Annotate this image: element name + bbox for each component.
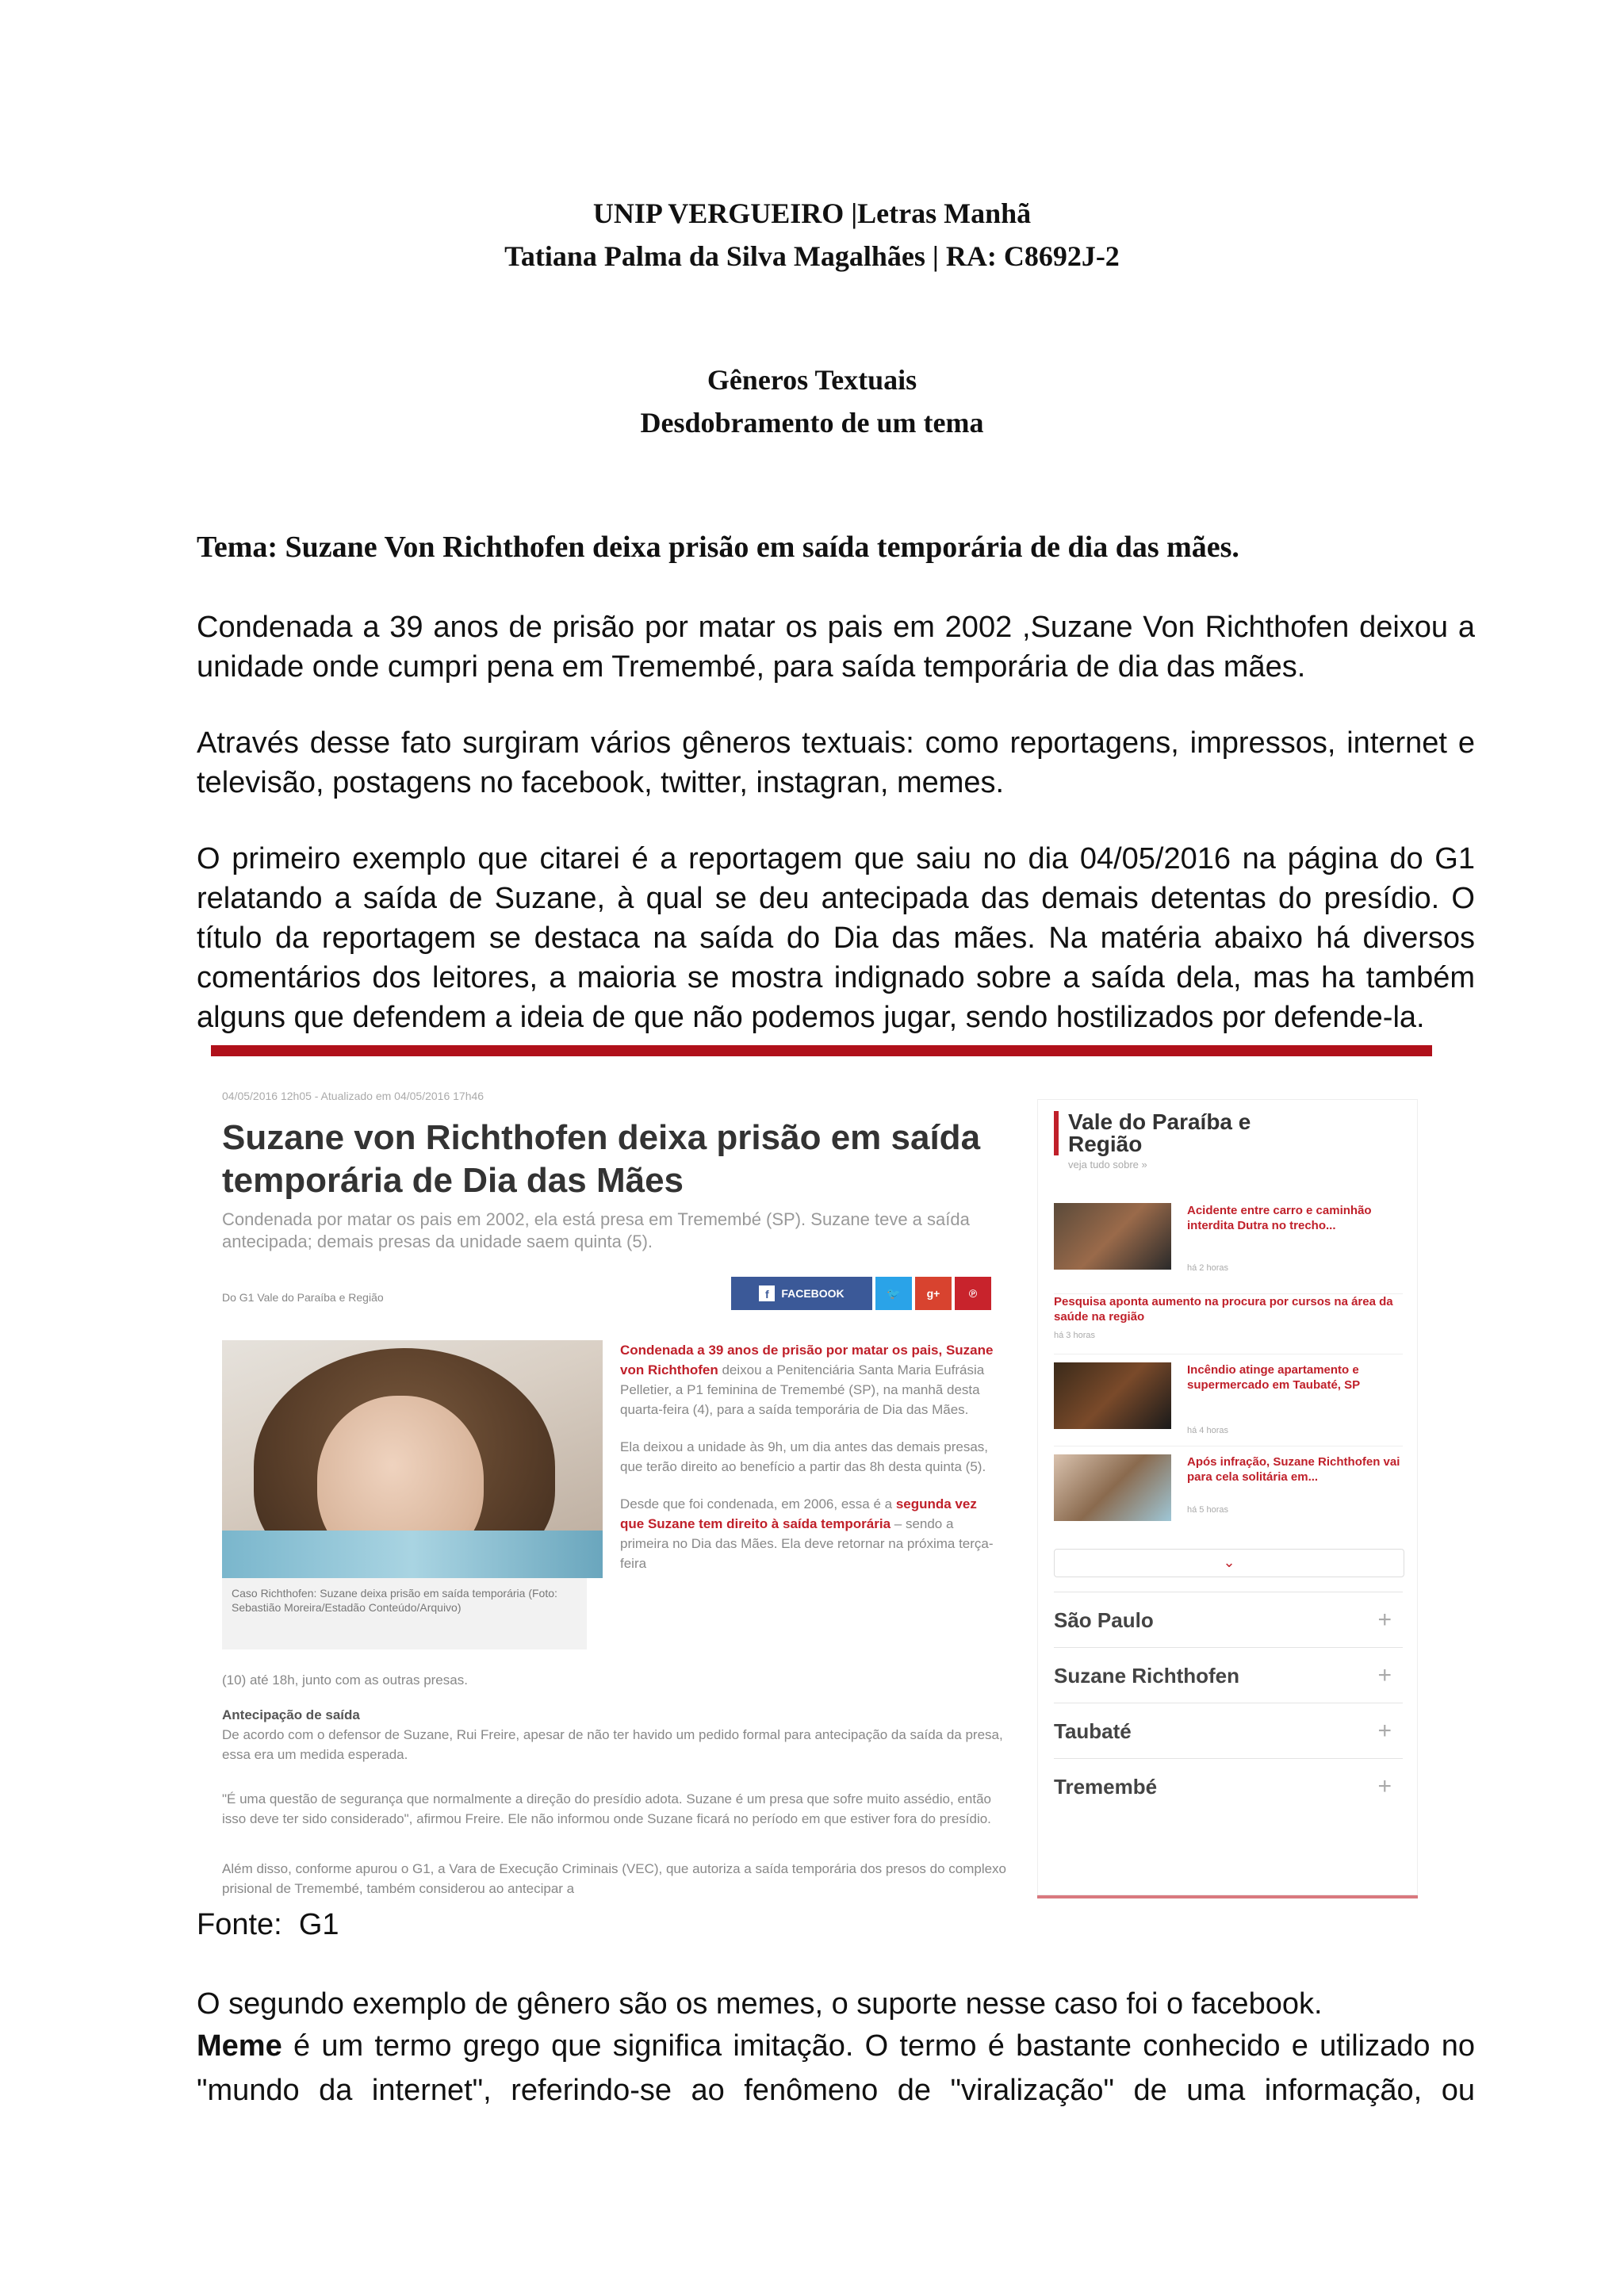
body-para-3-bold[interactable]: segunda vez que Suzane tem direito à saída temporária: [620, 1496, 977, 1531]
sidebar-item-taubate[interactable]: [1054, 1703, 1403, 1759]
paragraph-3-line-3: título da reportagem se destaca na saída do Dia das mães. Na matéria abaixo há diversos: [197, 921, 1475, 955]
meme-term: Meme: [197, 2029, 282, 2063]
paragraph-5-line-1-text: é um termo grego que significa imitação. O termo é bastante conhecido e utilizado no: [282, 2029, 1475, 2063]
sidebar-item-label: Taubaté: [1054, 1719, 1132, 1743]
news-title: Após infração, Suzane Richthofen vai para cela solitária em...: [1187, 1455, 1400, 1484]
header-student: Tatiana Palma da Silva Magalhães | RA: C8692J-2: [504, 240, 1120, 272]
sidebar-item-tremembe[interactable]: [1054, 1758, 1403, 1814]
facebook-label: FACEBOOK: [781, 1287, 845, 1300]
article-screenshot: [208, 1045, 1435, 1903]
sidebar-more-button[interactable]: ⌄: [1054, 1549, 1404, 1577]
plus-icon: +: [1377, 1718, 1392, 1744]
paragraph-5-line-1: [197, 2024, 1475, 2068]
paragraph-4: O segundo exemplo de gênero são os memes, o suporte nesse caso foi o facebook.: [197, 1987, 1323, 2021]
section-para-3: Além disso, conforme apurou o G1, a Vara de Execução Criminais (VEC), que autoriza a saída temporária dos presos do complexo prisional de Tremembé, também considerou ao antecipar a: [222, 1861, 1007, 1896]
gplus-share-button[interactable]: [915, 1277, 952, 1310]
sidebar-title[interactable]: Vale do Paraíba e Região: [1054, 1111, 1306, 1155]
sidebar-item-label: São Paulo: [1054, 1608, 1154, 1632]
twitter-share-button[interactable]: [875, 1277, 912, 1310]
paragraph-3-line-5: alguns que defendem a ideia de que não podemos jugar, sendo hostilizados por defende-la.: [197, 1001, 1425, 1034]
news-time: há 4 horas: [1187, 1426, 1228, 1435]
article-byline: Do G1 Vale do Paraíba e Região: [222, 1291, 384, 1304]
article-body-continued: (10) até 18h, junto com as outras presas.: [222, 1672, 468, 1688]
gplus-icon: g+: [926, 1287, 940, 1300]
pinterest-icon: ℗: [968, 1287, 978, 1300]
facebook-share-button[interactable]: [731, 1277, 872, 1310]
sidebar-see-all-link[interactable]: veja tudo sobre »: [1068, 1159, 1147, 1170]
header-title: Desdobramento de um tema: [640, 407, 984, 439]
sidebar-news-item[interactable]: [1054, 1446, 1403, 1534]
article-subheadline: Condenada por matar os pais em 2002, ela está presa em Tremembé (SP). Suzane teve a saída antecipada; demais presas da unidade saem quinta (5).: [222, 1209, 970, 1251]
photo-caption: Caso Richthofen: Suzane deixa prisão em saída temporária (Foto: Sebastião Moreira/Estadão Conteúdo/Arquivo): [222, 1578, 587, 1649]
header-subject: Gêneros Textuais: [707, 364, 917, 396]
facebook-icon: f: [759, 1285, 775, 1301]
article-sidebar: [1037, 1099, 1418, 1895]
body-lead-text: deixou a Penitenciária Santa Maria Eufrásia Pelletier, a P1 feminina de Tremembé (SP), na manhã desta quarta-feira (4), para a saída temporária de Dia das Mães.: [620, 1362, 985, 1417]
article-headline: Suzane von Richthofen deixa prisão em saída temporária de Dia das Mães: [222, 1118, 981, 1200]
body-lead-bold: Condenada a 39 anos de prisão por matar os pais, Suzane von Richthofen: [620, 1343, 994, 1377]
sidebar-item-sao-paulo[interactable]: [1054, 1592, 1403, 1648]
section-para-1: De acordo com o defensor de Suzane, Rui Freire, apesar de não ter havido um pedido formal para antecipação da saída da presa, essa era um medida esperada.: [222, 1727, 1003, 1762]
sidebar-item-label: Suzane Richthofen: [1054, 1664, 1240, 1688]
paragraph-3: [197, 839, 1475, 1037]
section-para-2: "É uma questão de segurança que normalmente a direção do presídio adota. Suzane é um presa que sofre muito assédio, então isso deve ter sido considerado", afirmou Freire. Ele não informou onde Suzane ficará no período em que estiver fora do presídio.: [222, 1791, 991, 1826]
paragraph-3-line-4: comentários dos leitores, a maioria se mostra indignado sobre a saída dela, mas ha também: [197, 961, 1475, 994]
news-title: Pesquisa aponta aumento na procura por cursos na área da saúde na região: [1054, 1295, 1393, 1324]
paragraph-5-line-2: "mundo da internet", referindo-se ao fenômeno de "viralização" de uma informação, ou: [197, 2074, 1475, 2107]
article-photo: [222, 1340, 603, 1578]
body-para-2: Ela deixou a unidade às 9h, um dia antes das demais presas, que terão direito ao benefício a partir das 8h desta quinta (5).: [620, 1439, 989, 1474]
news-title: Acidente entre carro e caminhão interdita Dutra no trecho...: [1187, 1204, 1372, 1232]
article-meta: 04/05/2016 12h05 - Atualizado em 04/05/2016 17h46: [222, 1090, 485, 1102]
news-title: Incêndio atinge apartamento e supermercado em Taubaté, SP: [1187, 1363, 1361, 1392]
paragraph-1-line-1: Condenada a 39 anos de prisão por matar os pais em 2002 ,Suzane Von Richthofen deixou a: [197, 611, 1475, 644]
paragraph-1: [197, 607, 1475, 687]
article-body-column: [620, 1340, 1001, 1573]
twitter-icon: 🐦: [887, 1286, 901, 1300]
news-thumbnail: [1054, 1362, 1171, 1429]
article-top-bar: [211, 1045, 1432, 1056]
sidebar-item-suzane-richthofen[interactable]: [1054, 1647, 1403, 1703]
plus-icon: +: [1377, 1607, 1392, 1633]
body-para-3-tail: – sendo a primeira no Dia das Mães. Ela deve retornar na próxima terça-feira: [620, 1516, 994, 1571]
tema-heading: Tema: Suzane Von Richthofen deixa prisão em saída temporária de dia das mães.: [197, 531, 1239, 564]
plus-icon: +: [1377, 1662, 1392, 1688]
paragraph-3-line-1: O primeiro exemplo que citarei é a reportagem que saiu no dia 04/05/2016 na página do G1: [197, 842, 1475, 875]
sidebar-news-item[interactable]: [1054, 1293, 1403, 1347]
news-time: há 5 horas: [1187, 1505, 1228, 1515]
paragraph-1-line-2: unidade onde cumpri pena em Tremembé, para saída temporária de dia das mães.: [197, 650, 1306, 684]
sidebar-news-item[interactable]: [1054, 1354, 1403, 1442]
body-para-3-text: Desde que foi condenada, em 2006, essa é a: [620, 1496, 896, 1511]
section-title: Antecipação de saída: [222, 1707, 360, 1722]
paragraph-2-line-2: televisão, postagens no facebook, twitter, instagran, memes.: [197, 766, 1005, 799]
paragraph-3-line-2: relatando a saída de Suzane, à qual se deu antecipada das demais detentas do presídio. O: [197, 882, 1475, 915]
sidebar-news-item[interactable]: [1054, 1203, 1403, 1282]
news-thumbnail: [1054, 1203, 1171, 1270]
header-institution: UNIP VERGUEIRO |Letras Manhã: [592, 197, 1032, 229]
paragraph-2-line-1: Através desse fato surgiram vários gêneros textuais: como reportagens, impressos, internet e: [197, 726, 1475, 760]
plus-icon: +: [1377, 1773, 1392, 1799]
pinterest-share-button[interactable]: [955, 1277, 991, 1310]
paragraph-5: [197, 2024, 1475, 2113]
paragraph-2: [197, 723, 1475, 803]
news-time: há 2 horas: [1187, 1263, 1228, 1273]
news-thumbnail: [1054, 1454, 1171, 1521]
source-line: Fonte: G1: [197, 1908, 339, 1941]
sidebar-bottom-bar: [1037, 1895, 1418, 1898]
photo-shirt: [222, 1531, 603, 1578]
article-section: [222, 1705, 1015, 1764]
sidebar-item-label: Tremembé: [1054, 1775, 1158, 1799]
news-time: há 3 horas: [1054, 1331, 1095, 1340]
